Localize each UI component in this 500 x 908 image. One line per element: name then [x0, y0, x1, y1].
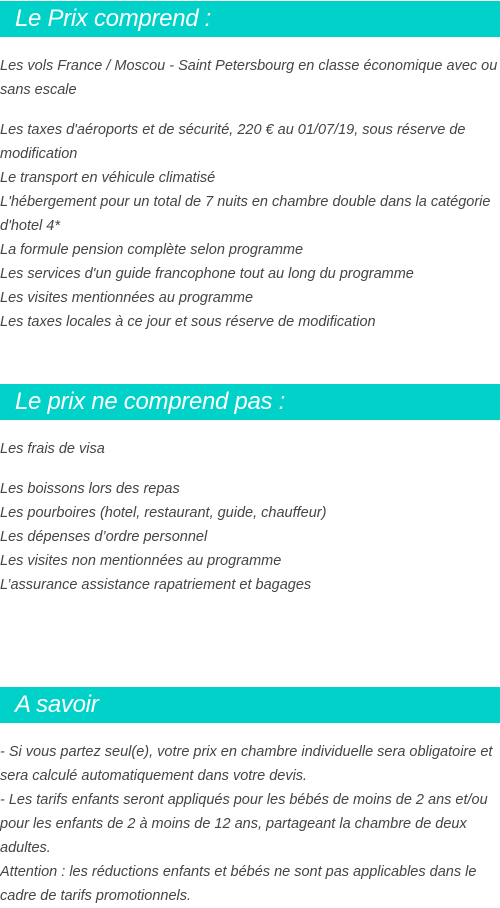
list-item: - Si vous partez seul(e), votre prix en chambre individuelle sera obligatoire et sera calculé automatiquement dans votre devis. [0, 744, 493, 784]
list-item: Les dépenses d’ordre personnel [0, 529, 208, 545]
list-item: Les visites non mentionnées au programme [0, 553, 282, 569]
list-item: - Les tarifs enfants seront appliqués pour les bébés de moins de 2 ans et/ou pour les enfants de 2 à moins de 12 ans, partageant la chambre de deux adultes. [0, 792, 488, 856]
section-header-price-excludes: Le prix ne comprend pas : [0, 384, 500, 420]
list-item: Les visites mentionnées au programme [0, 290, 254, 306]
price-excludes-list [0, 437, 500, 597]
section-header-price-includes: Le Prix comprend : [0, 1, 500, 37]
list-item: Le transport en véhicule climatisé [0, 170, 216, 186]
list-item: Les frais de visa [0, 441, 105, 457]
price-includes-list [0, 54, 500, 334]
list-item: Les taxes locales à ce jour et sous réserve de modification [0, 314, 376, 330]
list-item: Les services d'un guide francophone tout au long du programme [0, 266, 414, 282]
list-item: L'hébergement pour un total de 7 nuits en chambre double dans la catégorie d'hotel 4* [0, 194, 491, 234]
section-header-good-to-know: A savoir [0, 687, 500, 723]
list-item: Les taxes d'aéroports et de sécurité, 220 € au 01/07/19, sous réserve de modification [0, 122, 466, 162]
list-item: Les vols France / Moscou - Saint Petersbourg en classe économique avec ou sans escale [0, 58, 498, 98]
list-item: La formule pension complète selon programme [0, 242, 304, 258]
list-item: L’assurance assistance rapatriement et bagages [0, 577, 312, 593]
list-item: Les boissons lors des repas [0, 481, 180, 497]
list-item: Attention : les réductions enfants et bébés ne sont pas applicables dans le cadre de tarifs promotionnels. [0, 864, 477, 904]
list-item: Les pourboires (hotel, restaurant, guide, chauffeur) [0, 505, 327, 521]
